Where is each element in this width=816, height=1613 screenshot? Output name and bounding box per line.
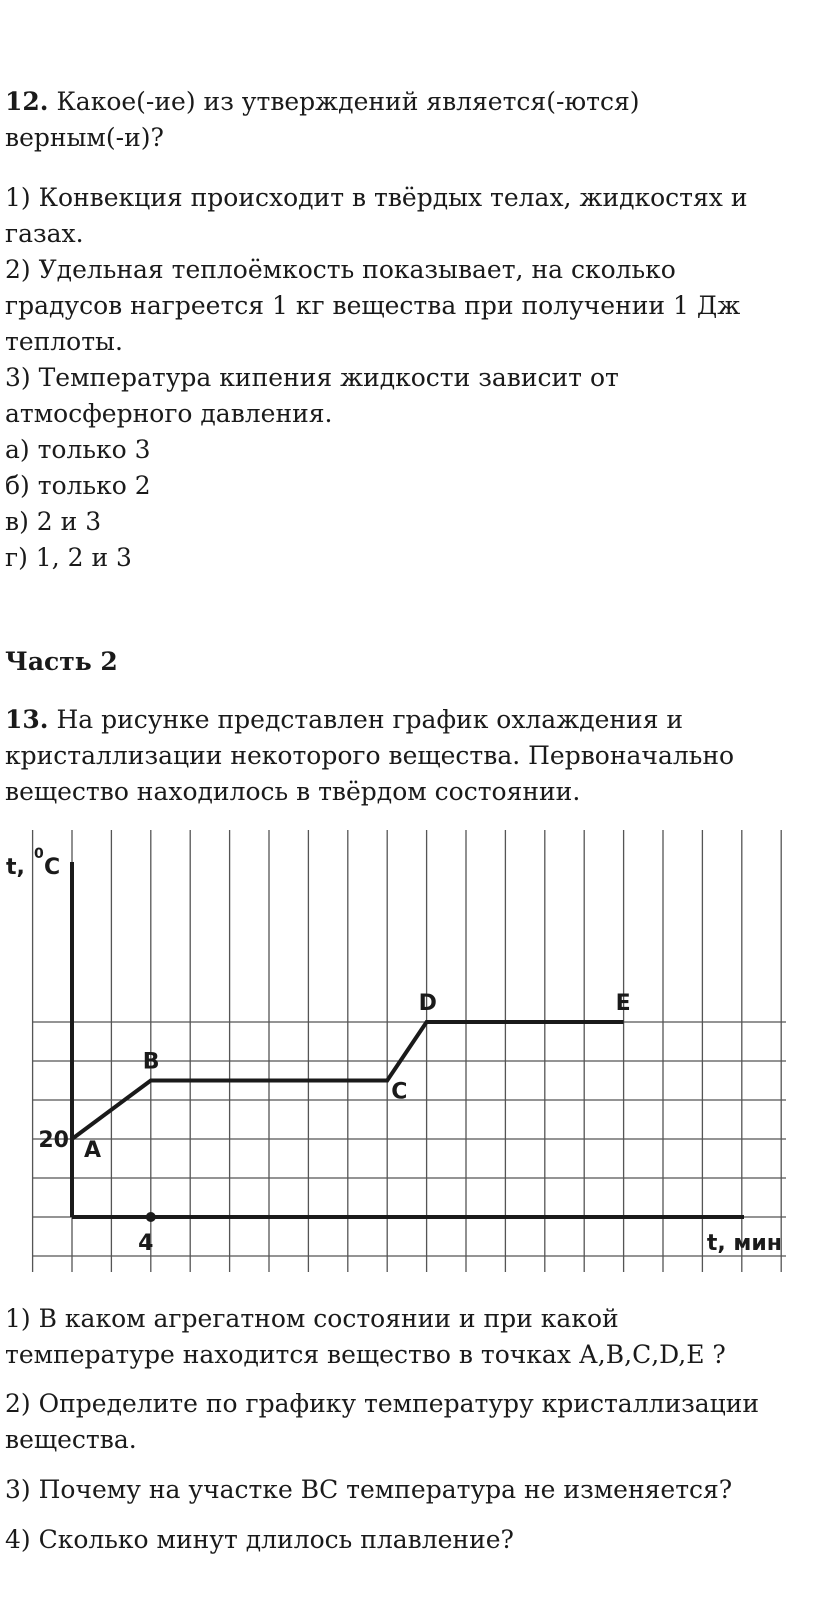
q13-sub1-line1: 1) В каком агрегатном состоянии и при какой bbox=[5, 1304, 619, 1333]
point-label-c: C bbox=[391, 1079, 408, 1105]
point-label-d: D bbox=[418, 991, 437, 1016]
y-axis-label-degree: 0 bbox=[34, 846, 44, 862]
q13-text-line2: кристаллизации некоторого вещества. Первоначально bbox=[5, 741, 735, 770]
q12-option-d: г) 1, 2 и 3 bbox=[5, 543, 132, 572]
q12-title-text: Какое(-ие) из утверждений является(-ются) bbox=[48, 87, 640, 116]
q12-statement-2-line2: градусов нагреется 1 кг вещества при получении 1 Дж bbox=[5, 291, 741, 320]
cooling-chart bbox=[0, 826, 816, 1296]
q12-option-c: в) 2 и 3 bbox=[5, 507, 102, 536]
q13-text-line1 bbox=[5, 704, 683, 736]
q12-statement-1-line2: газах. bbox=[5, 219, 84, 248]
q12-title-line2: верным(-и)? bbox=[5, 123, 164, 152]
q13-text: На рисунке представлен график охлаждения и bbox=[48, 705, 684, 734]
x-tick-label: 4 bbox=[138, 1231, 154, 1256]
q13-number: 13. bbox=[5, 705, 49, 734]
point-label-e: E bbox=[615, 991, 631, 1016]
q12-statement-3-line1: 3) Температура кипения жидкости зависит от bbox=[5, 363, 619, 392]
q13-sub4: 4) Сколько минут длилось плавление? bbox=[5, 1525, 514, 1554]
x-axis-label: t, мин bbox=[706, 1231, 782, 1256]
q12-statement-2-line3: теплоты. bbox=[5, 327, 123, 356]
point-labels bbox=[84, 991, 631, 1163]
y-axis-label-unit: C bbox=[44, 855, 61, 880]
q12-option-b: б) только 2 bbox=[5, 471, 151, 500]
q12-statement-1-line1: 1) Конвекция происходит в твёрдых телах, жидкостях и bbox=[5, 183, 748, 212]
q12-title-line1 bbox=[5, 86, 640, 118]
y-axis-label: t, bbox=[6, 855, 25, 880]
q13-sub2-line2: вещества. bbox=[5, 1425, 137, 1454]
point-label-b: B bbox=[142, 1049, 160, 1075]
q13-text-line3: вещество находилось в твёрдом состоянии. bbox=[5, 777, 581, 806]
q13-sub3: 3) Почему на участке ВС температура не изменяется? bbox=[5, 1475, 733, 1504]
q12-number: 12. bbox=[5, 87, 49, 116]
q12-statement-3-line2: атмосферного давления. bbox=[5, 399, 333, 428]
part2-heading: Часть 2 bbox=[5, 647, 118, 676]
y-tick-label: 20 bbox=[38, 1128, 69, 1153]
x-tick-marker bbox=[146, 1212, 156, 1222]
point-label-a: A bbox=[84, 1138, 102, 1163]
q13-sub2-line1: 2) Определите по графику температуру кристаллизации bbox=[5, 1389, 760, 1418]
q13-sub1-line2: температуре находится вещество в точках А,В,С,D,Е ? bbox=[5, 1340, 726, 1369]
q12-statement-2-line1: 2) Удельная теплоёмкость показывает, на сколько bbox=[5, 255, 676, 284]
q12-option-a: а) только 3 bbox=[5, 435, 151, 464]
